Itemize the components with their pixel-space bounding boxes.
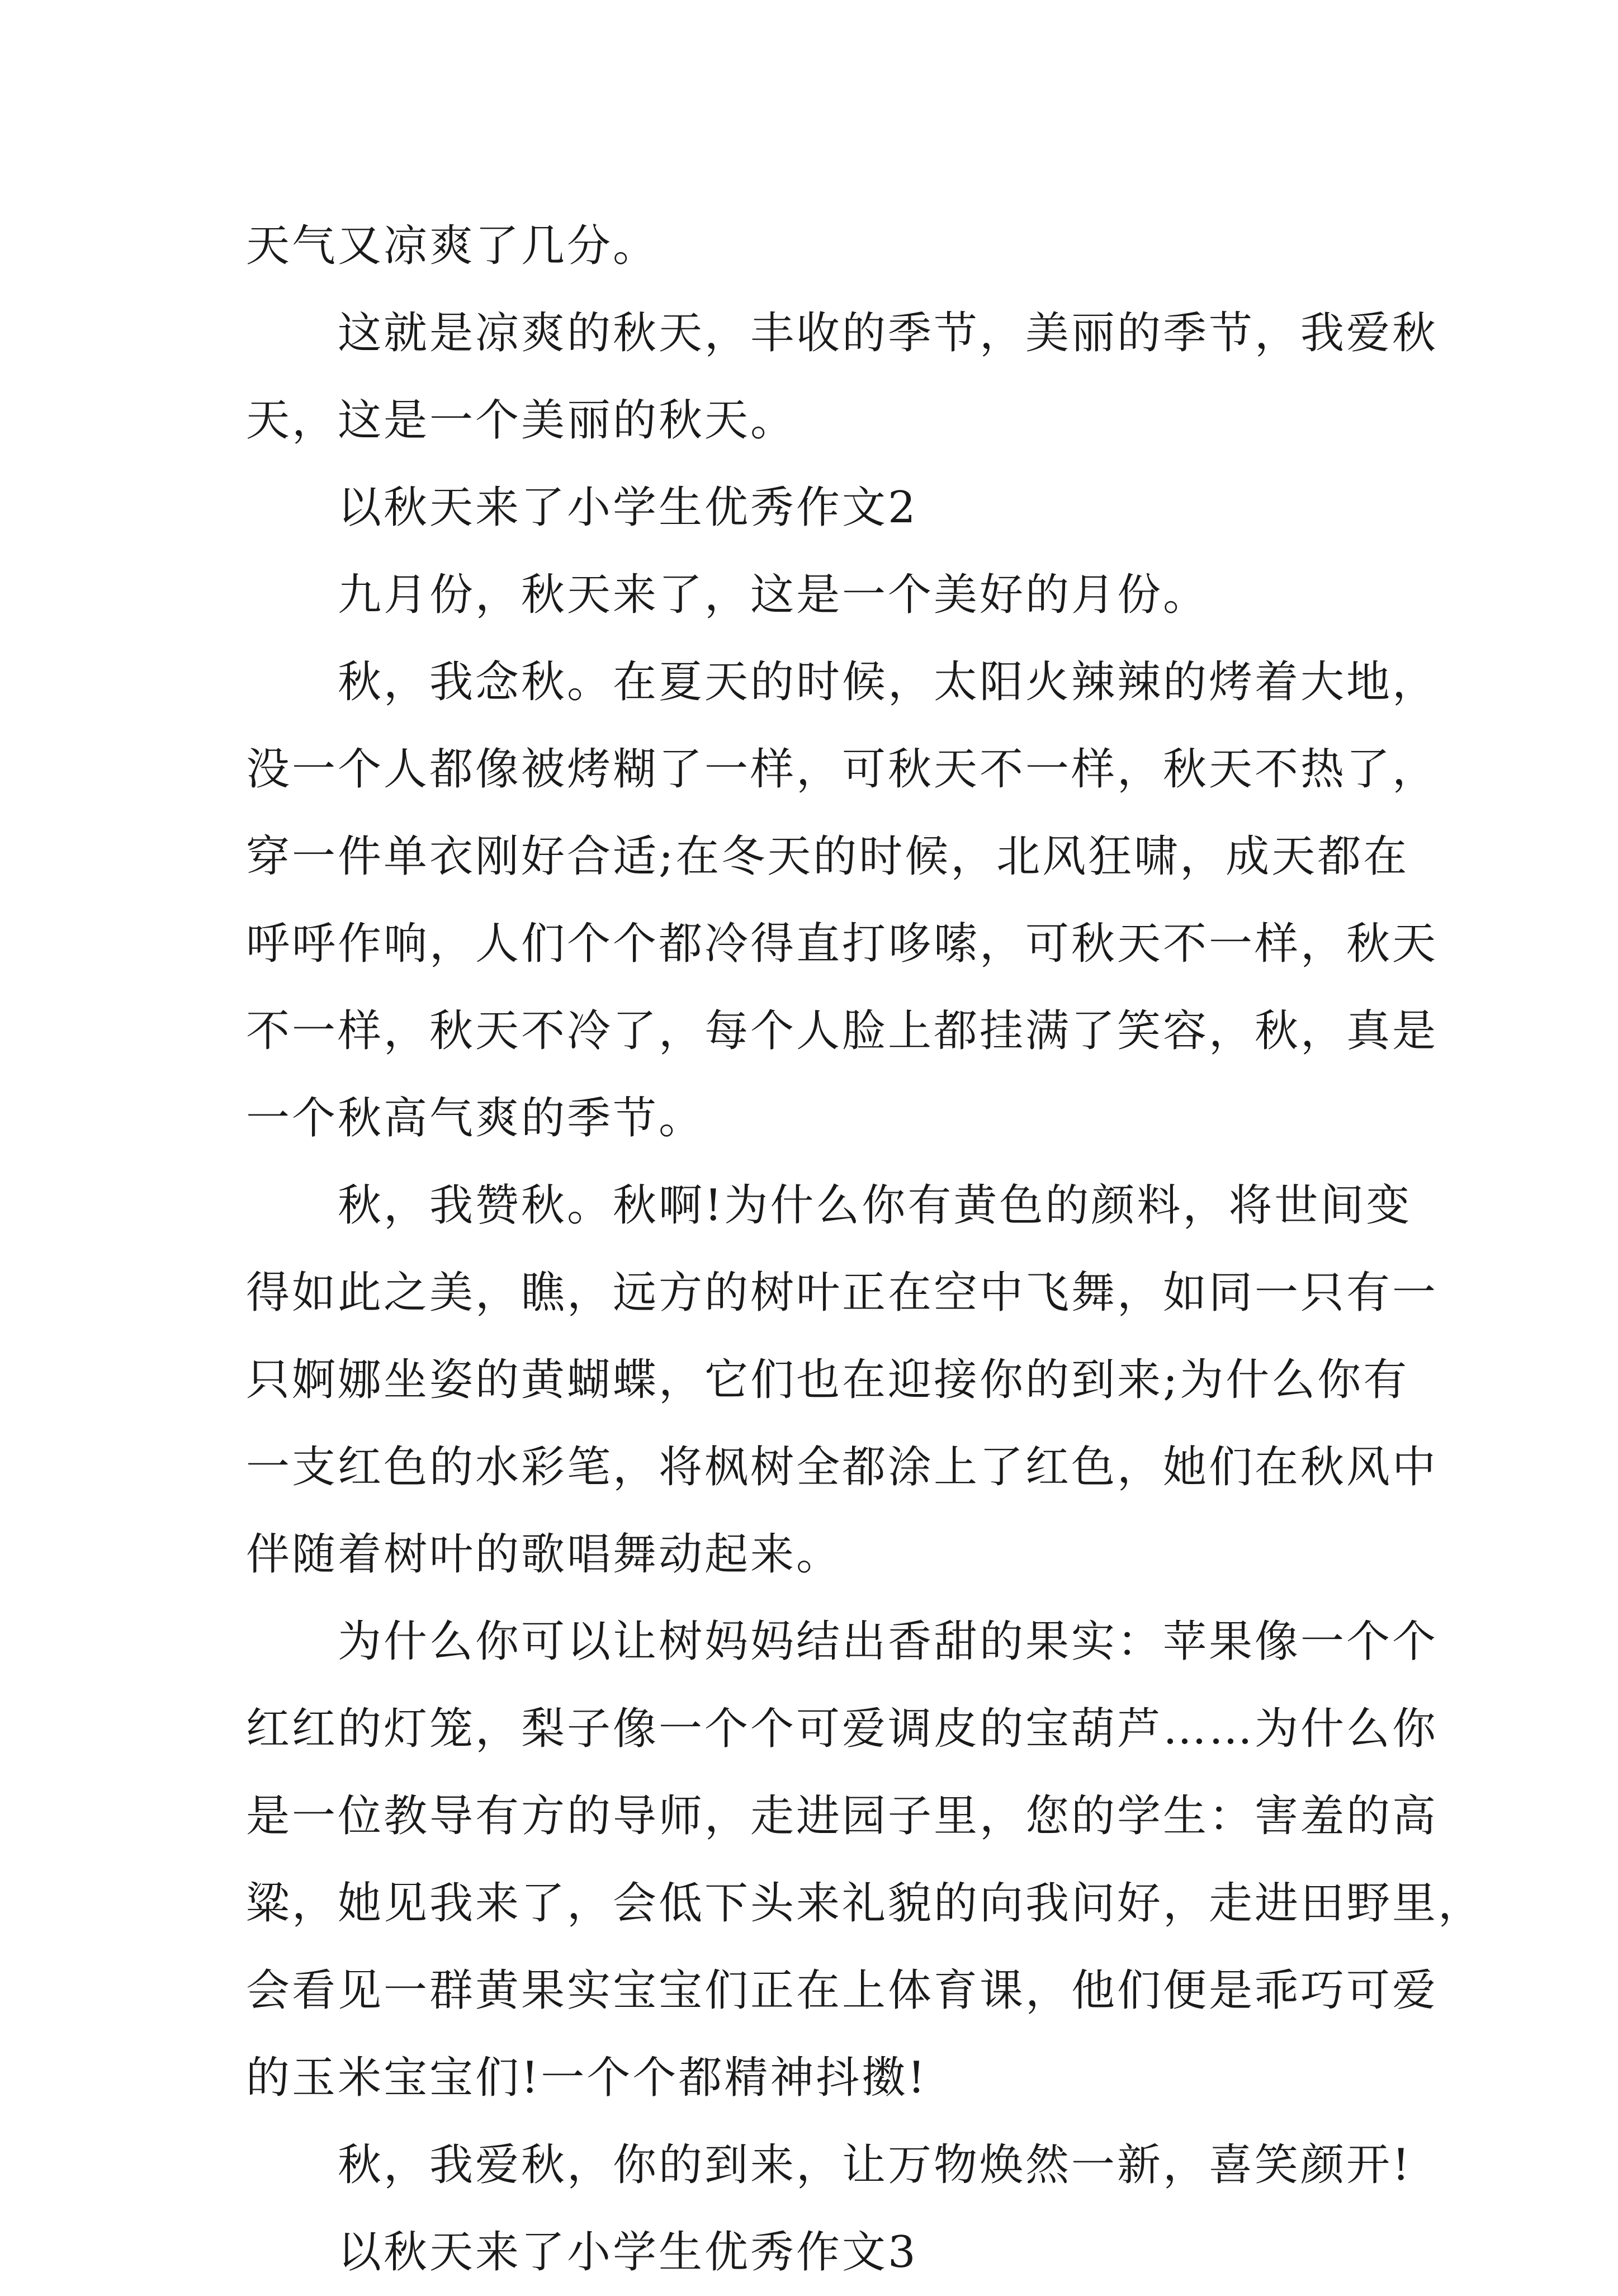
text-line: 秋，我爱秋，你的到来，让万物焕然一新，喜笑颜开!	[246, 2140, 1412, 2190]
section-heading: 以秋天来了小学生优秀作文3	[246, 2227, 918, 2278]
text-line: 一个秋高气爽的季节。	[246, 1093, 705, 1144]
text-line: 伴随着树叶的歌唱舞动起来。	[246, 1529, 843, 1580]
text-line: 这就是凉爽的秋天，丰收的季节，美丽的季节，我爱秋	[246, 308, 1439, 358]
text-line: 一支红色的水彩笔，将枫树全都涂上了红色，她们在秋风中	[246, 1442, 1439, 1492]
text-line: 天，这是一个美丽的秋天。	[246, 395, 797, 446]
text-line: 秋，我念秋。在夏天的时候，太阳火辣辣的烤着大地，	[246, 657, 1439, 707]
text-line: 秋，我赞秋。秋啊!为什么你有黄色的颜料，将世间变	[246, 1180, 1412, 1231]
text-line: 天气又凉爽了几分。	[246, 221, 659, 271]
text-line: 会看见一群黄果实宝宝们正在上体育课，他们便是乖巧可爱	[246, 1966, 1439, 2016]
section-heading: 以秋天来了小学生优秀作文2	[246, 483, 918, 533]
text-line: 红红的灯笼，梨子像一个个可爱调皮的宝葫芦……为什么你	[246, 1704, 1439, 1754]
text-line: 的玉米宝宝们!一个个都精神抖擞!	[246, 2053, 928, 2103]
text-line: 不一样，秋天不冷了，每个人脸上都挂满了笑容，秋，真是	[246, 1006, 1439, 1056]
text-line: 只婀娜坐姿的黄蝴蝶，它们也在迎接你的到来;为什么你有	[246, 1355, 1409, 1405]
text-line: 为什么你可以让树妈妈结出香甜的果实：苹果像一个个	[246, 1617, 1439, 1667]
text-line: 呼呼作响，人们个个都冷得直打哆嗦，可秋天不一样，秋天	[246, 919, 1439, 969]
text-line: 九月份，秋天来了，这是一个美好的月份。	[246, 570, 1209, 620]
text-line: 没一个人都像被烤糊了一样，可秋天不一样，秋天不热了，	[246, 744, 1439, 795]
text-line: 得如此之美，瞧，远方的树叶正在空中飞舞，如同一只有一	[246, 1268, 1439, 1318]
document-body	[246, 202, 1484, 2296]
text-line: 穿一件单衣刚好合适;在冬天的时候，北风狂啸，成天都在	[246, 832, 1409, 882]
text-line: 粱，她见我来了，会低下头来礼貌的向我问好，走进田野里，	[246, 1878, 1484, 1929]
text-line: 是一位教导有方的导师，走进园子里，您的学生：害羞的高	[246, 1791, 1439, 1841]
